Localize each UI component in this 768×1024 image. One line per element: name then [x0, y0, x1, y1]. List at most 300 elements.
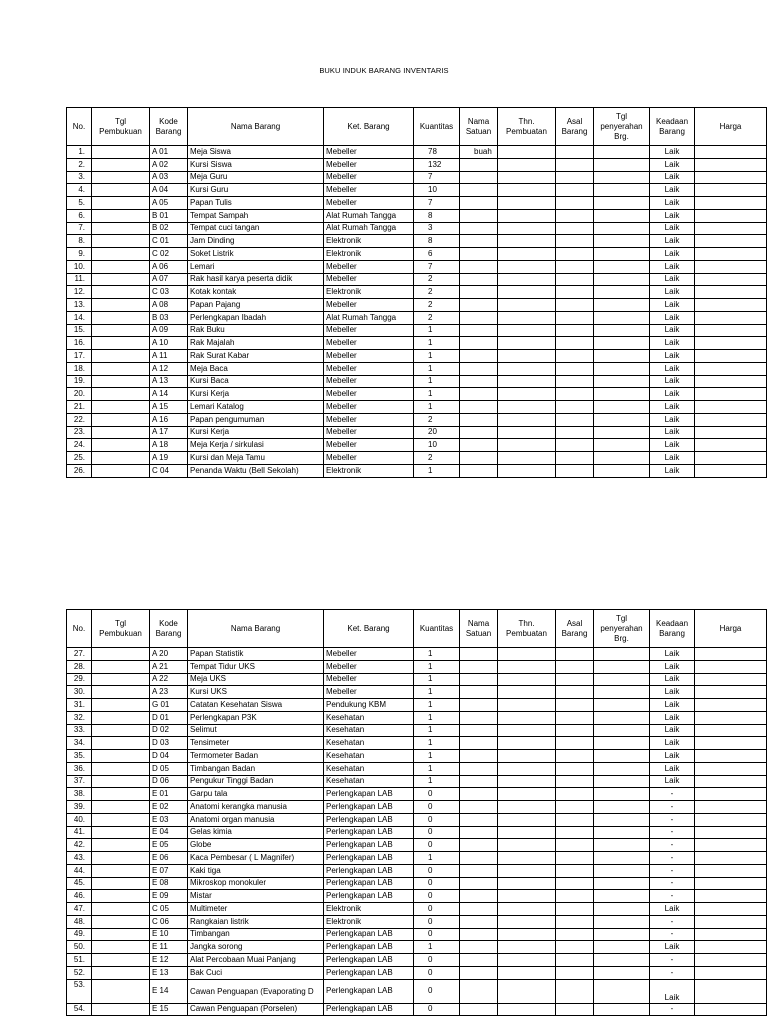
cell-keadaan-barang: Laik	[650, 775, 695, 788]
cell-no: 18.	[67, 362, 92, 375]
cell-kode-barang: A 06	[150, 260, 188, 273]
cell-thn-pembuatan	[498, 750, 556, 763]
cell-tgl-penyerahan	[594, 737, 650, 750]
cell-asal-barang	[556, 648, 594, 661]
cell-tgl-penyerahan	[594, 260, 650, 273]
cell-kuantitas: 0	[414, 877, 460, 890]
cell-tgl-pembukuan	[92, 826, 150, 839]
cell-kode-barang: A 07	[150, 273, 188, 286]
table-row	[67, 941, 767, 954]
cell-nama-barang: Papan Tulis	[188, 197, 324, 210]
cell-ket-barang: Perlengkapan LAB	[324, 890, 414, 903]
cell-nama-barang: Selimut	[188, 724, 324, 737]
cell-nama-barang: Meja Siswa	[188, 146, 324, 159]
table-row	[67, 439, 767, 452]
cell-harga	[695, 311, 767, 324]
cell-harga	[695, 209, 767, 222]
header-harga: Harga	[695, 108, 767, 146]
cell-tgl-penyerahan	[594, 286, 650, 299]
cell-nama-barang: Tempat Sampah	[188, 209, 324, 222]
cell-tgl-penyerahan	[594, 762, 650, 775]
cell-asal-barang	[556, 928, 594, 941]
table-row	[67, 915, 767, 928]
cell-thn-pembuatan	[498, 813, 556, 826]
cell-kode-barang: A 15	[150, 401, 188, 414]
cell-tgl-pembukuan	[92, 286, 150, 299]
cell-keadaan-barang: Laik	[650, 648, 695, 661]
cell-no: 30.	[67, 686, 92, 699]
cell-kode-barang: A 13	[150, 375, 188, 388]
cell-kode-barang: A 20	[150, 648, 188, 661]
cell-no: 29.	[67, 673, 92, 686]
cell-kode-barang: E 05	[150, 839, 188, 852]
cell-harga	[695, 362, 767, 375]
cell-thn-pembuatan	[498, 979, 556, 1003]
cell-nama-satuan	[460, 184, 498, 197]
cell-no: 38.	[67, 788, 92, 801]
header-nama-barang: Nama Barang	[188, 108, 324, 146]
cell-kuantitas: 0	[414, 966, 460, 979]
cell-nama-satuan	[460, 903, 498, 916]
cell-kuantitas: 2	[414, 311, 460, 324]
cell-ket-barang: Alat Rumah Tangga	[324, 209, 414, 222]
cell-thn-pembuatan	[498, 864, 556, 877]
cell-tgl-penyerahan	[594, 311, 650, 324]
cell-tgl-penyerahan	[594, 826, 650, 839]
cell-kuantitas: 2	[414, 273, 460, 286]
cell-thn-pembuatan	[498, 452, 556, 465]
cell-ket-barang: Mebeller	[324, 413, 414, 426]
cell-ket-barang: Perlengkapan LAB	[324, 954, 414, 967]
cell-asal-barang	[556, 209, 594, 222]
cell-kuantitas: 78	[414, 146, 460, 159]
cell-thn-pembuatan	[498, 737, 556, 750]
cell-keadaan-barang: -	[650, 864, 695, 877]
cell-nama-barang: Garpu tala	[188, 788, 324, 801]
cell-thn-pembuatan	[498, 890, 556, 903]
cell-nama-barang: Perlengkapan P3K	[188, 711, 324, 724]
cell-tgl-pembukuan	[92, 724, 150, 737]
cell-harga	[695, 413, 767, 426]
cell-harga	[695, 699, 767, 712]
cell-ket-barang: Perlengkapan LAB	[324, 839, 414, 852]
cell-no: 8.	[67, 235, 92, 248]
cell-ket-barang: Kesehatan	[324, 750, 414, 763]
table-row	[67, 660, 767, 673]
cell-nama-satuan	[460, 762, 498, 775]
cell-asal-barang	[556, 890, 594, 903]
cell-nama-barang: Alat Percobaan Muai Panjang	[188, 954, 324, 967]
cell-asal-barang	[556, 184, 594, 197]
cell-ket-barang: Elektronik	[324, 464, 414, 477]
cell-tgl-penyerahan	[594, 426, 650, 439]
cell-thn-pembuatan	[498, 273, 556, 286]
cell-kuantitas: 1	[414, 648, 460, 661]
cell-thn-pembuatan	[498, 903, 556, 916]
cell-harga	[695, 966, 767, 979]
cell-tgl-penyerahan	[594, 852, 650, 865]
cell-keadaan-barang: -	[650, 788, 695, 801]
cell-harga	[695, 184, 767, 197]
cell-nama-barang: Rak Buku	[188, 324, 324, 337]
cell-keadaan-barang: Laik	[650, 979, 695, 1003]
cell-tgl-pembukuan	[92, 648, 150, 661]
cell-kuantitas: 8	[414, 235, 460, 248]
cell-ket-barang: Perlengkapan LAB	[324, 877, 414, 890]
cell-kuantitas: 1	[414, 941, 460, 954]
cell-kuantitas: 1	[414, 762, 460, 775]
cell-tgl-pembukuan	[92, 426, 150, 439]
cell-kode-barang: E 07	[150, 864, 188, 877]
cell-asal-barang	[556, 979, 594, 1003]
cell-kuantitas: 1	[414, 660, 460, 673]
cell-nama-satuan	[460, 413, 498, 426]
cell-kuantitas: 1	[414, 350, 460, 363]
cell-kode-barang: A 04	[150, 184, 188, 197]
cell-tgl-penyerahan	[594, 979, 650, 1003]
table-row	[67, 711, 767, 724]
cell-nama-barang: Papan pengumuman	[188, 413, 324, 426]
header-keadaan-barang: Keadaan Barang	[650, 610, 695, 648]
cell-harga	[695, 235, 767, 248]
header-kuantitas: Kuantitas	[414, 108, 460, 146]
cell-tgl-penyerahan	[594, 299, 650, 312]
table-row	[67, 197, 767, 210]
cell-nama-barang: Mikroskop monokuler	[188, 877, 324, 890]
cell-kode-barang: E 01	[150, 788, 188, 801]
cell-asal-barang	[556, 260, 594, 273]
cell-tgl-pembukuan	[92, 452, 150, 465]
cell-nama-barang: Kursi Baca	[188, 375, 324, 388]
inventory-table-1	[66, 107, 767, 478]
cell-asal-barang	[556, 375, 594, 388]
cell-tgl-pembukuan	[92, 801, 150, 814]
cell-kode-barang: E 11	[150, 941, 188, 954]
cell-tgl-penyerahan	[594, 350, 650, 363]
cell-asal-barang	[556, 248, 594, 261]
cell-no: 21.	[67, 401, 92, 414]
cell-no: 12.	[67, 286, 92, 299]
cell-asal-barang	[556, 660, 594, 673]
cell-harga	[695, 737, 767, 750]
cell-keadaan-barang: Laik	[650, 248, 695, 261]
cell-tgl-penyerahan	[594, 954, 650, 967]
cell-keadaan-barang: Laik	[650, 324, 695, 337]
cell-nama-satuan	[460, 788, 498, 801]
cell-harga	[695, 286, 767, 299]
cell-nama-satuan	[460, 1003, 498, 1016]
cell-tgl-penyerahan	[594, 699, 650, 712]
cell-nama-satuan	[460, 439, 498, 452]
cell-tgl-pembukuan	[92, 209, 150, 222]
cell-tgl-pembukuan	[92, 686, 150, 699]
cell-kode-barang: C 01	[150, 235, 188, 248]
cell-kuantitas: 1	[414, 686, 460, 699]
table-row	[67, 903, 767, 916]
cell-tgl-penyerahan	[594, 337, 650, 350]
cell-harga	[695, 788, 767, 801]
cell-nama-barang: Anatomi kerangka manusia	[188, 801, 324, 814]
cell-tgl-pembukuan	[92, 1003, 150, 1016]
cell-tgl-pembukuan	[92, 350, 150, 363]
cell-kuantitas: 0	[414, 839, 460, 852]
cell-keadaan-barang: -	[650, 966, 695, 979]
cell-nama-satuan	[460, 813, 498, 826]
cell-asal-barang	[556, 915, 594, 928]
cell-nama-barang: Pengukur Tinggi Badan	[188, 775, 324, 788]
cell-kuantitas: 0	[414, 826, 460, 839]
cell-nama-barang: Perlengkapan Ibadah	[188, 311, 324, 324]
cell-no: 49.	[67, 928, 92, 941]
cell-ket-barang: Mebeller	[324, 299, 414, 312]
cell-nama-satuan	[460, 941, 498, 954]
cell-nama-satuan	[460, 928, 498, 941]
cell-no: 23.	[67, 426, 92, 439]
cell-thn-pembuatan	[498, 209, 556, 222]
cell-tgl-penyerahan	[594, 686, 650, 699]
cell-asal-barang	[556, 171, 594, 184]
cell-kode-barang: B 01	[150, 209, 188, 222]
cell-asal-barang	[556, 954, 594, 967]
cell-ket-barang: Kesehatan	[324, 775, 414, 788]
cell-tgl-penyerahan	[594, 660, 650, 673]
cell-harga	[695, 864, 767, 877]
cell-kuantitas: 10	[414, 184, 460, 197]
cell-nama-barang: Mistar	[188, 890, 324, 903]
cell-tgl-pembukuan	[92, 146, 150, 159]
header-kode-barang: Kode Barang	[150, 108, 188, 146]
cell-nama-barang: Kursi dan Meja Tamu	[188, 452, 324, 465]
cell-tgl-pembukuan	[92, 388, 150, 401]
table-row	[67, 171, 767, 184]
cell-harga	[695, 941, 767, 954]
cell-tgl-pembukuan	[92, 903, 150, 916]
cell-tgl-penyerahan	[594, 401, 650, 414]
cell-nama-satuan	[460, 852, 498, 865]
cell-thn-pembuatan	[498, 401, 556, 414]
cell-nama-satuan	[460, 673, 498, 686]
cell-ket-barang: Kesehatan	[324, 762, 414, 775]
cell-asal-barang	[556, 273, 594, 286]
cell-harga	[695, 197, 767, 210]
cell-kode-barang: D 06	[150, 775, 188, 788]
cell-kuantitas: 10	[414, 439, 460, 452]
cell-tgl-penyerahan	[594, 711, 650, 724]
document-title: BUKU INDUK BARANG INVENTARIS	[319, 66, 449, 75]
cell-tgl-pembukuan	[92, 877, 150, 890]
cell-kuantitas: 3	[414, 222, 460, 235]
cell-kuantitas: 0	[414, 864, 460, 877]
cell-kode-barang: A 18	[150, 439, 188, 452]
header-asal-barang: Asal Barang	[556, 610, 594, 648]
cell-nama-satuan	[460, 171, 498, 184]
cell-ket-barang: Alat Rumah Tangga	[324, 311, 414, 324]
cell-nama-barang: Rak hasil karya peserta didik	[188, 273, 324, 286]
table-header-row	[67, 610, 767, 648]
cell-tgl-pembukuan	[92, 890, 150, 903]
cell-nama-barang: Multimeter	[188, 903, 324, 916]
cell-nama-satuan	[460, 839, 498, 852]
cell-thn-pembuatan	[498, 235, 556, 248]
table-row	[67, 350, 767, 363]
cell-tgl-penyerahan	[594, 673, 650, 686]
table-row	[67, 1003, 767, 1016]
cell-thn-pembuatan	[498, 171, 556, 184]
table-row	[67, 648, 767, 661]
cell-asal-barang	[556, 286, 594, 299]
cell-tgl-penyerahan	[594, 171, 650, 184]
table-row	[67, 750, 767, 763]
cell-no: 48.	[67, 915, 92, 928]
cell-tgl-penyerahan	[594, 966, 650, 979]
cell-tgl-penyerahan	[594, 915, 650, 928]
cell-no: 51.	[67, 954, 92, 967]
cell-ket-barang: Elektronik	[324, 915, 414, 928]
cell-no: 1.	[67, 146, 92, 159]
header-ket-barang: Ket. Barang	[324, 610, 414, 648]
cell-asal-barang	[556, 801, 594, 814]
header-thn-pembuatan: Thn. Pembuatan	[498, 108, 556, 146]
cell-thn-pembuatan	[498, 699, 556, 712]
cell-tgl-penyerahan	[594, 209, 650, 222]
cell-nama-satuan	[460, 375, 498, 388]
cell-ket-barang: Kesehatan	[324, 711, 414, 724]
cell-harga	[695, 750, 767, 763]
cell-nama-barang: Rak Surat Kabar	[188, 350, 324, 363]
cell-keadaan-barang: -	[650, 877, 695, 890]
cell-nama-barang: Meja Kerja / sirkulasi	[188, 439, 324, 452]
cell-no: 43.	[67, 852, 92, 865]
cell-keadaan-barang: Laik	[650, 941, 695, 954]
cell-keadaan-barang: Laik	[650, 388, 695, 401]
cell-kode-barang: C 06	[150, 915, 188, 928]
cell-thn-pembuatan	[498, 439, 556, 452]
table-row	[67, 762, 767, 775]
cell-nama-barang: Bak Cuci	[188, 966, 324, 979]
cell-ket-barang: Mebeller	[324, 673, 414, 686]
cell-no: 34.	[67, 737, 92, 750]
header-kuantitas: Kuantitas	[414, 610, 460, 648]
cell-kode-barang: D 03	[150, 737, 188, 750]
cell-thn-pembuatan	[498, 801, 556, 814]
cell-ket-barang: Alat Rumah Tangga	[324, 222, 414, 235]
cell-asal-barang	[556, 966, 594, 979]
cell-nama-barang: Kursi UKS	[188, 686, 324, 699]
table-header-row	[67, 108, 767, 146]
cell-thn-pembuatan	[498, 464, 556, 477]
cell-nama-satuan	[460, 737, 498, 750]
cell-no: 37.	[67, 775, 92, 788]
cell-harga	[695, 648, 767, 661]
cell-no: 39.	[67, 801, 92, 814]
cell-kode-barang: E 13	[150, 966, 188, 979]
cell-ket-barang: Perlengkapan LAB	[324, 813, 414, 826]
cell-no: 5.	[67, 197, 92, 210]
cell-nama-barang: Meja Guru	[188, 171, 324, 184]
cell-ket-barang: Mebeller	[324, 401, 414, 414]
cell-harga	[695, 915, 767, 928]
cell-kode-barang: A 14	[150, 388, 188, 401]
cell-kuantitas: 1	[414, 401, 460, 414]
table-row	[67, 452, 767, 465]
cell-tgl-pembukuan	[92, 839, 150, 852]
cell-no: 7.	[67, 222, 92, 235]
cell-nama-satuan	[460, 350, 498, 363]
header-nama-barang: Nama Barang	[188, 610, 324, 648]
cell-thn-pembuatan	[498, 648, 556, 661]
table-row	[67, 673, 767, 686]
cell-thn-pembuatan	[498, 826, 556, 839]
cell-tgl-pembukuan	[92, 699, 150, 712]
cell-asal-barang	[556, 711, 594, 724]
cell-ket-barang: Elektronik	[324, 286, 414, 299]
cell-no: 22.	[67, 413, 92, 426]
cell-nama-satuan	[460, 401, 498, 414]
cell-ket-barang: Perlengkapan LAB	[324, 928, 414, 941]
cell-thn-pembuatan	[498, 839, 556, 852]
cell-kode-barang: G 01	[150, 699, 188, 712]
table-row	[67, 324, 767, 337]
cell-tgl-penyerahan	[594, 388, 650, 401]
cell-keadaan-barang: Laik	[650, 699, 695, 712]
cell-nama-barang: Tensimeter	[188, 737, 324, 750]
cell-harga	[695, 273, 767, 286]
cell-tgl-pembukuan	[92, 941, 150, 954]
table-row	[67, 401, 767, 414]
cell-asal-barang	[556, 388, 594, 401]
cell-thn-pembuatan	[498, 260, 556, 273]
cell-nama-barang: Kursi Kerja	[188, 426, 324, 439]
cell-no: 54.	[67, 1003, 92, 1016]
cell-kuantitas: 1	[414, 388, 460, 401]
cell-nama-barang: Rangkaian listrik	[188, 915, 324, 928]
cell-kuantitas: 2	[414, 413, 460, 426]
cell-harga	[695, 877, 767, 890]
table-row	[67, 375, 767, 388]
cell-tgl-penyerahan	[594, 648, 650, 661]
cell-thn-pembuatan	[498, 248, 556, 261]
cell-kuantitas: 2	[414, 286, 460, 299]
table-row	[67, 826, 767, 839]
table-row	[67, 966, 767, 979]
cell-no: 10.	[67, 260, 92, 273]
cell-keadaan-barang: -	[650, 954, 695, 967]
cell-nama-satuan	[460, 235, 498, 248]
cell-keadaan-barang: -	[650, 801, 695, 814]
cell-nama-satuan	[460, 158, 498, 171]
cell-thn-pembuatan	[498, 915, 556, 928]
cell-ket-barang: Perlengkapan LAB	[324, 801, 414, 814]
cell-keadaan-barang: Laik	[650, 903, 695, 916]
cell-tgl-penyerahan	[594, 235, 650, 248]
cell-keadaan-barang: -	[650, 915, 695, 928]
cell-harga	[695, 452, 767, 465]
table-row	[67, 286, 767, 299]
cell-keadaan-barang: Laik	[650, 273, 695, 286]
cell-asal-barang	[556, 413, 594, 426]
cell-kuantitas: 1	[414, 724, 460, 737]
cell-harga	[695, 324, 767, 337]
cell-keadaan-barang: -	[650, 928, 695, 941]
cell-kode-barang: A 19	[150, 452, 188, 465]
cell-thn-pembuatan	[498, 337, 556, 350]
header-tgl-pembukuan: Tgl Pembukuan	[92, 108, 150, 146]
cell-kode-barang: A 16	[150, 413, 188, 426]
cell-tgl-penyerahan	[594, 1003, 650, 1016]
cell-tgl-penyerahan	[594, 801, 650, 814]
table-row	[67, 979, 767, 1003]
cell-kode-barang: C 04	[150, 464, 188, 477]
